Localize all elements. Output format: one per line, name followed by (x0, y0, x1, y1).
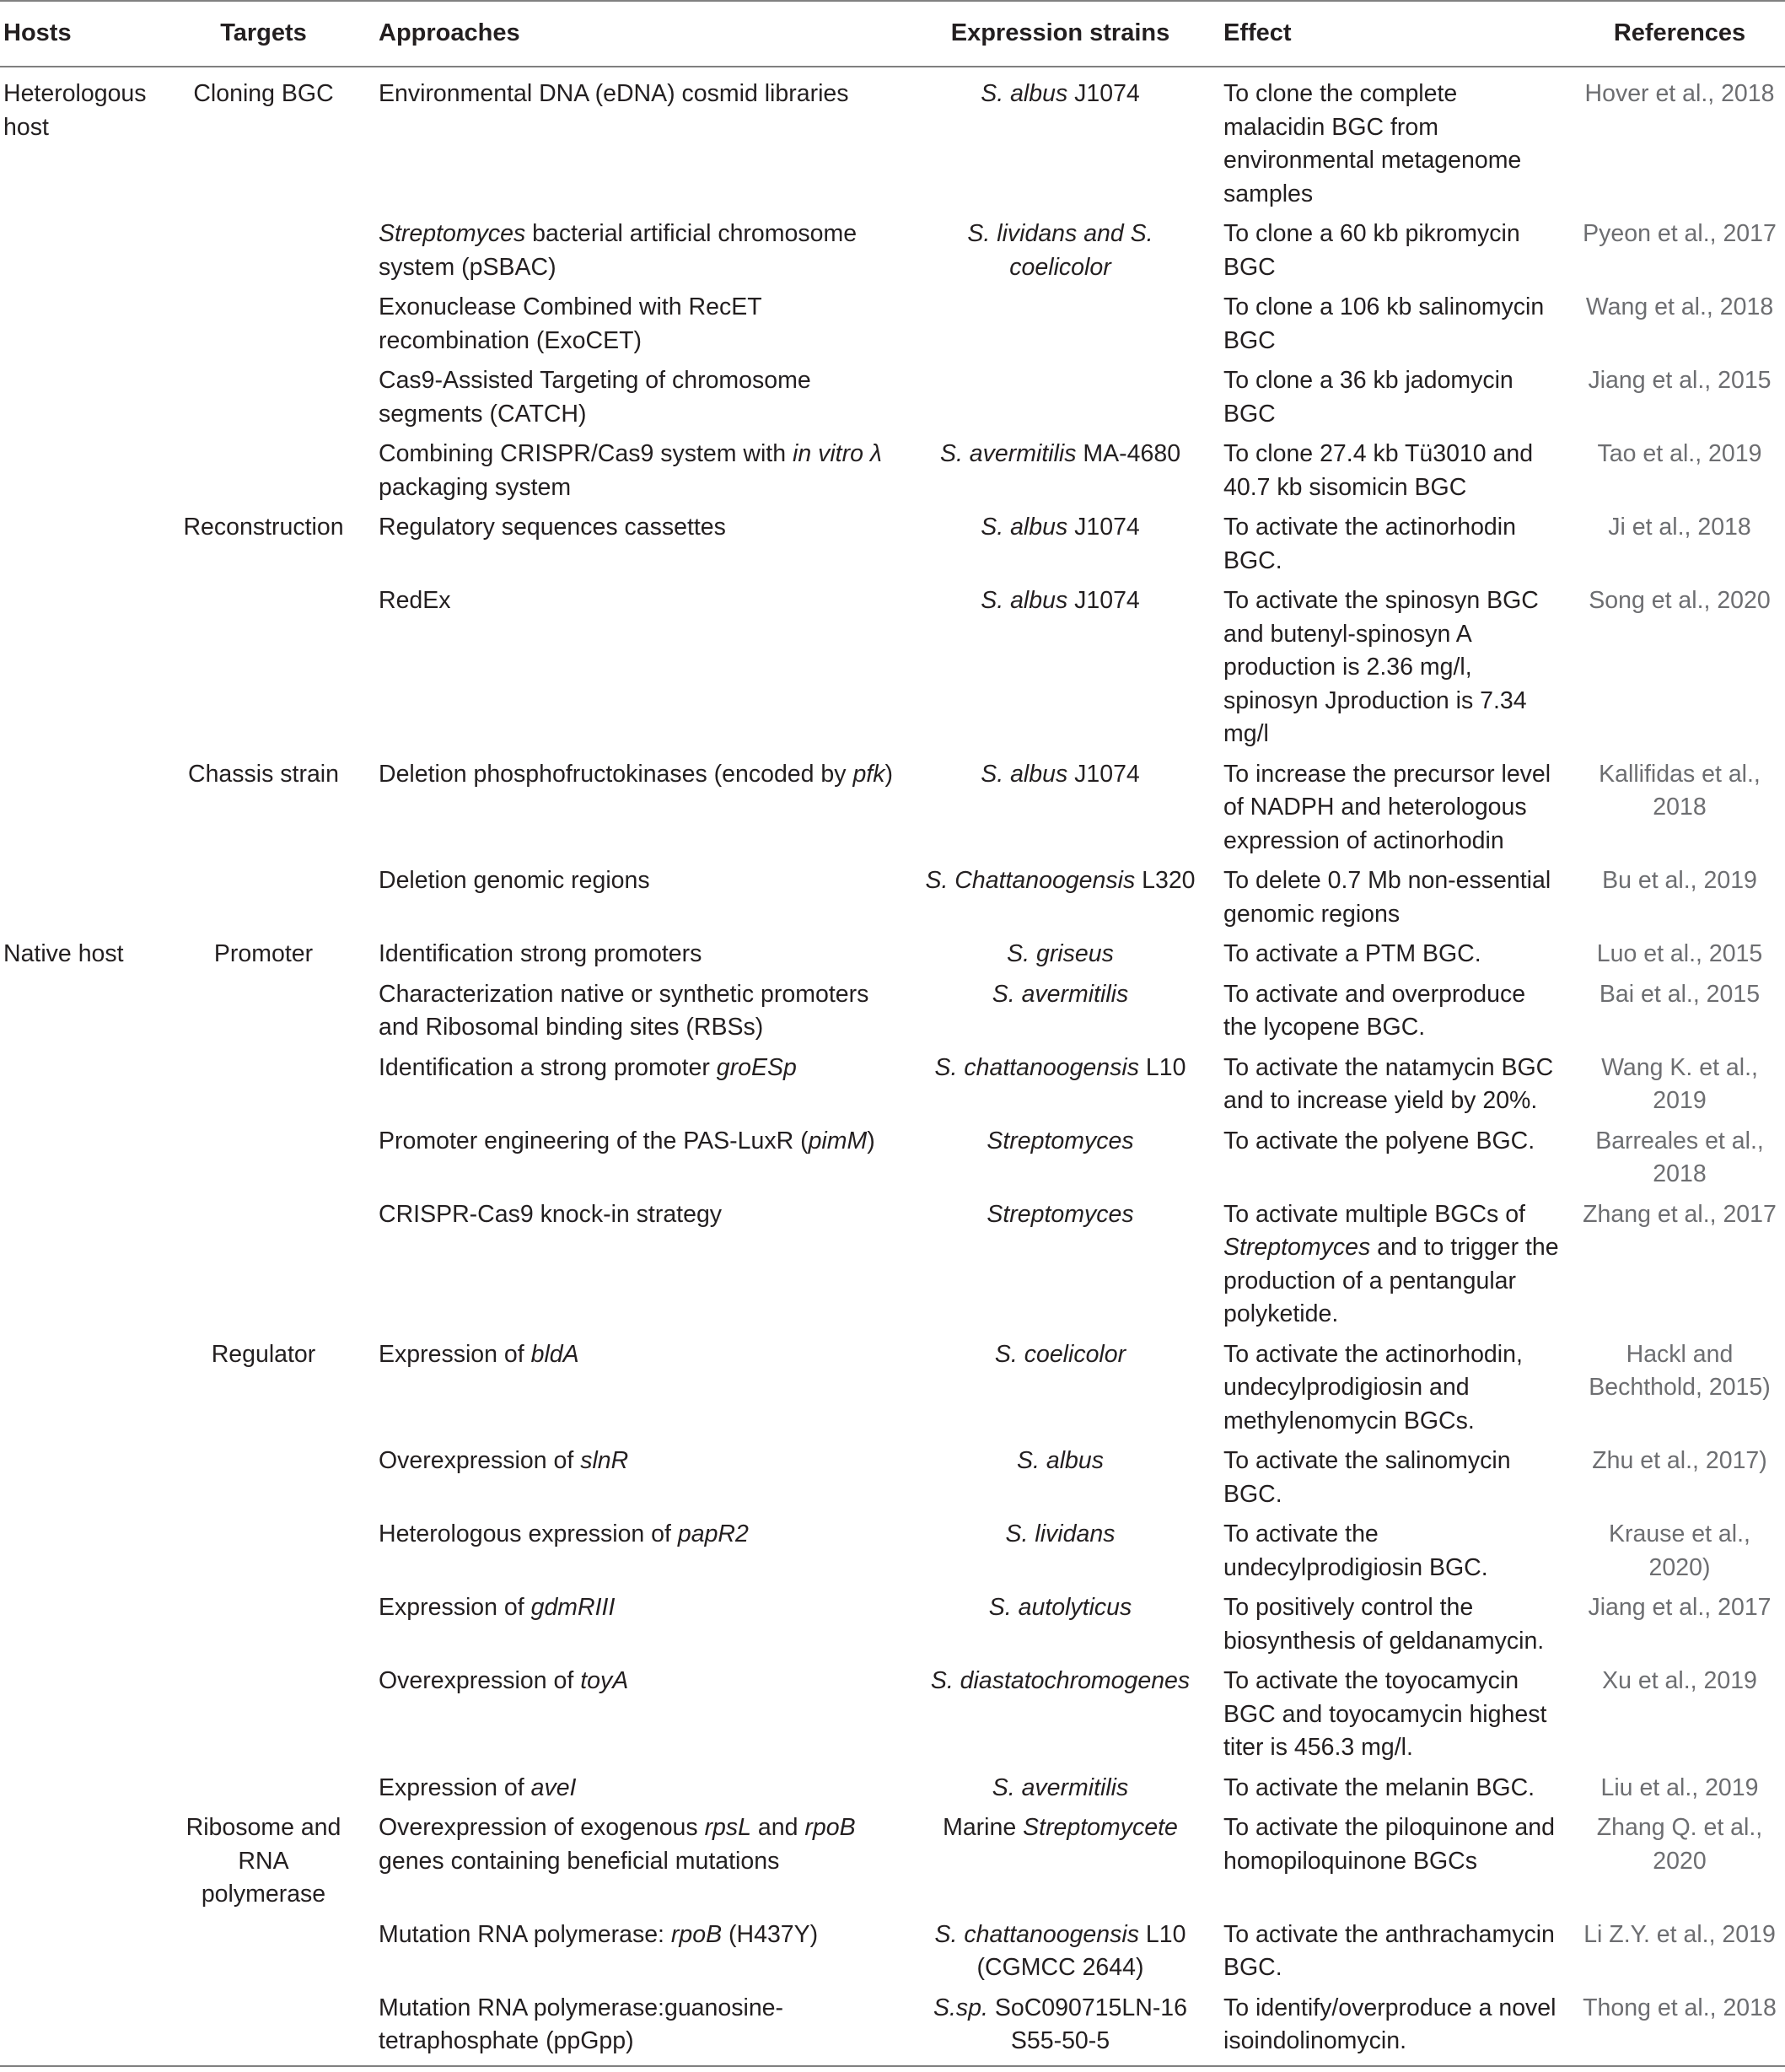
cell-expression-strain-segment: S. diastatochromogenes (930, 1667, 1191, 1694)
cell-approach-segment: Deletion phosphofructokinases (encoded by (379, 760, 853, 788)
cell-approach (354, 1518, 915, 1591)
cell-approach-segment: Combining CRISPR/Cas9 system with (379, 440, 793, 467)
cell-approach (354, 67, 915, 218)
cell-expression-strain-segment: S. avermitilis (992, 1773, 1129, 1801)
cell-target (173, 291, 354, 364)
table-row (0, 1518, 1785, 1591)
cell-approach-segment: papR2 (677, 1520, 749, 1547)
cell-approach-segment: Identification strong promoters (379, 940, 702, 967)
cell-approach-segment: aveI (530, 1773, 577, 1801)
cell-host (0, 1772, 173, 1812)
cell-approach-segment: (H437Y) (722, 1920, 819, 1948)
table-row (0, 1919, 1785, 1992)
cell-target: Promoter (213, 940, 314, 967)
cell-approach (354, 1811, 915, 1919)
cell-reference: Liu et al., 2019 (1600, 1773, 1759, 1801)
cell-expression-strain-segment: J1074 (1067, 80, 1140, 107)
cell-target (173, 1518, 354, 1591)
cell-approach (354, 1665, 915, 1772)
cell-approach-segment: RedEx (379, 587, 451, 614)
cell-effect (1206, 67, 1574, 218)
cell-expression-strain (915, 1052, 1206, 1125)
cell-approach-segment: groESp (716, 1053, 797, 1081)
cell-effect (1206, 758, 1574, 865)
table-row (0, 584, 1785, 758)
cell-host (0, 1919, 173, 1992)
cell-approach-segment: rpoB (804, 1814, 856, 1841)
cell-reference: Wang K. et al., 2019 (1601, 1053, 1758, 1114)
cell-effect (1206, 1052, 1574, 1125)
cell-expression-strain-segment: Marine (943, 1814, 1024, 1841)
cell-expression-strain-segment: Streptomyces (987, 1127, 1134, 1154)
cell-approach-segment: Streptomyces (379, 220, 526, 247)
cell-expression-strain-segment: L10 (1138, 1053, 1186, 1081)
cell-expression-strain-segment: S. lividans (1005, 1520, 1116, 1547)
table-row (0, 1445, 1785, 1518)
cell-effect-segment: To activate and overproduce the lycopene BGC. (1223, 980, 1526, 1041)
cell-effect (1206, 511, 1574, 584)
cell-host (0, 1125, 173, 1198)
header-references: References (1613, 19, 1746, 47)
cell-reference: Zhang et al., 2017 (1583, 1200, 1777, 1228)
cell-expression-strain-segment: L10 (CGMCC 2644) (976, 1920, 1186, 1981)
cell-effect (1206, 1125, 1574, 1198)
cell-effect (1206, 938, 1574, 978)
cell-effect (1206, 291, 1574, 364)
table-row (0, 938, 1785, 978)
cell-approach (354, 584, 915, 758)
cell-target (173, 1198, 354, 1338)
cell-target (173, 364, 354, 438)
cell-expression-strain (915, 218, 1206, 291)
cell-effect-segment: To clone a 106 kb salinomycin BGC (1223, 293, 1545, 354)
cell-reference: Barreales et al., 2018 (1595, 1127, 1764, 1187)
cell-approach-segment: packaging system (379, 473, 572, 501)
cell-approach-segment: ) (884, 760, 893, 788)
cell-expression-strain-segment: S. avermitilis (939, 440, 1077, 467)
cell-effect-segment: To activate the natamycin BGC and to increase yield by 20%. (1223, 1053, 1554, 1114)
cell-approach-segment: toyA (580, 1667, 629, 1694)
cell-effect-segment: and to trigger the production of a pentangular polyketide. (1223, 1234, 1559, 1327)
cell-approach-segment: Identification a strong promoter (379, 1053, 717, 1081)
cell-approach-segment: and (751, 1814, 805, 1841)
cell-approach-segment: Heterologous expression of (379, 1520, 678, 1547)
cell-effect-segment: To activate the undecylprodigiosin BGC. (1223, 1520, 1488, 1581)
cell-host (0, 1665, 173, 1772)
cell-approach-segment: Exonuclease Combined with RecET recombination (ExoCET) (379, 293, 762, 354)
cell-expression-strain (915, 864, 1206, 938)
cell-approach-segment: bacterial artificial chromosome system (pSBAC) (379, 220, 858, 281)
cell-approach-segment: Promoter engineering of the PAS-LuxR ( (379, 1127, 809, 1154)
cell-target (173, 218, 354, 291)
table-row (0, 1125, 1785, 1198)
cell-effect (1206, 1445, 1574, 1518)
cell-expression-strain-segment: S. albus (981, 80, 1068, 107)
cell-expression-strain (915, 291, 1206, 364)
cell-effect (1206, 584, 1574, 758)
cell-reference: Zhang Q. et al., 2020 (1596, 1814, 1763, 1875)
cell-expression-strain (915, 938, 1206, 978)
cell-approach (354, 758, 915, 865)
header-effect: Effect (1223, 19, 1292, 47)
table-row (0, 218, 1785, 291)
cell-expression-strain-segment: S. albus (981, 514, 1068, 541)
cell-target (173, 1445, 354, 1518)
cell-effect-segment: To increase the precursor level of NADPH and heterologous expression of actinorhodin (1223, 760, 1551, 854)
cell-expression-strain (915, 1125, 1206, 1198)
cell-expression-strain-segment: S. albus (1017, 1447, 1104, 1474)
cell-effect-segment: To positively control the biosynthesis of geldanamycin. (1223, 1594, 1545, 1655)
cell-reference: Jiang et al., 2017 (1588, 1594, 1772, 1621)
cell-expression-strain-segment: Streptomyces (987, 1200, 1134, 1228)
cell-reference: Ji et al., 2018 (1608, 514, 1751, 541)
cell-expression-strain-segment: SoC090715LN-16 S55-50-5 (987, 1994, 1188, 2054)
cell-approach (354, 864, 915, 938)
cell-effect-segment: To activate the spinosyn BGC and butenyl-spinosyn A production is 2.36 mg/l, spinosyn Jproduction is 7.34 mg/l (1223, 587, 1539, 747)
cell-effect-segment: To activate multiple BGCs of (1223, 1200, 1525, 1228)
cell-approach (354, 1992, 915, 2066)
cell-expression-strain (915, 978, 1206, 1052)
cell-approach-segment: bldA (530, 1340, 579, 1368)
cell-expression-strain (915, 584, 1206, 758)
cell-expression-strain-segment: Streptomycete (1023, 1814, 1178, 1841)
cell-approach-segment: Expression of (379, 1594, 531, 1621)
cell-approach (354, 1198, 915, 1338)
cell-approach (354, 218, 915, 291)
cell-effect (1206, 364, 1574, 438)
header-expression-strains: Expression strains (950, 19, 1170, 47)
cell-approach (354, 1445, 915, 1518)
cell-effect-segment: To activate a PTM BGC. (1223, 940, 1481, 967)
cell-target: Ribosome and RNA polymerase (185, 1814, 341, 1908)
cell-expression-strain (915, 758, 1206, 865)
cell-expression-strain (915, 511, 1206, 584)
cell-expression-strain-segment: L320 (1135, 867, 1196, 894)
header-hosts: Hosts (3, 19, 72, 47)
cell-approach (354, 1052, 915, 1125)
cell-approach-segment: CRISPR-Cas9 knock-in strategy (379, 1200, 723, 1228)
cell-expression-strain-segment: S. autolyticus (988, 1594, 1132, 1621)
cell-approach-segment: pfk (852, 760, 885, 788)
header-targets: Targets (220, 19, 307, 47)
cell-reference: Wang et al., 2018 (1585, 293, 1774, 320)
cell-approach (354, 364, 915, 438)
cell-host (0, 218, 173, 291)
cell-effect-segment: To clone 27.4 kb Tü3010 and 40.7 kb sisomicin BGC (1223, 440, 1534, 501)
cell-approach-segment: Expression of (379, 1340, 531, 1368)
cell-host (0, 1052, 173, 1125)
cell-approach (354, 291, 915, 364)
cell-expression-strain (915, 364, 1206, 438)
cell-approach-segment: Expression of (379, 1773, 531, 1801)
cell-approach (354, 1338, 915, 1445)
cell-expression-strain-segment: S.sp. (933, 1994, 988, 2021)
cell-host (0, 584, 173, 758)
cell-target (173, 1992, 354, 2066)
cell-effect (1206, 1518, 1574, 1591)
table-row (0, 1772, 1785, 1812)
cell-approach (354, 1772, 915, 1812)
cell-reference: Xu et al., 2019 (1602, 1667, 1757, 1694)
cell-host (0, 511, 173, 584)
cell-effect-segment: To identify/overproduce a novel isoindolinomycin. (1223, 1994, 1556, 2054)
table-row (0, 1198, 1785, 1338)
cell-host (0, 1338, 173, 1445)
cell-approach-segment: Mutation RNA polymerase: (379, 1920, 671, 1948)
cell-host (0, 758, 173, 865)
cell-effect-segment: To activate the actinorhodin BGC. (1223, 514, 1516, 574)
cell-approach-segment: Overexpression of exogenous (379, 1814, 705, 1841)
table-row (0, 291, 1785, 364)
table-row (0, 864, 1785, 938)
cell-approach-segment: pimM (808, 1127, 868, 1154)
cell-approach (354, 1125, 915, 1198)
cell-reference: Luo et al., 2015 (1596, 940, 1763, 967)
cell-effect-segment: Streptomyces (1223, 1234, 1371, 1261)
cell-host (0, 1811, 173, 1919)
cell-effect (1206, 1338, 1574, 1445)
cell-effect (1206, 1811, 1574, 1919)
cell-expression-strain-segment: S. griseus (1007, 940, 1114, 967)
cell-reference: Li Z.Y. et al., 2019 (1583, 1920, 1776, 1948)
table-row (0, 511, 1785, 584)
cell-expression-strain (915, 1198, 1206, 1338)
cell-reference: Song et al., 2020 (1589, 587, 1771, 614)
cell-effect-segment: To activate the salinomycin BGC. (1223, 1447, 1511, 1508)
cell-target: Regulator (211, 1340, 316, 1368)
cell-effect (1206, 1992, 1574, 2066)
cell-target (173, 1772, 354, 1812)
cell-effect-segment: To delete 0.7 Mb non-essential genomic regions (1223, 867, 1551, 928)
cell-approach-segment: rpoB (670, 1920, 723, 1948)
cell-approach-segment: Cas9-Assisted Targeting of chromosome segments (CATCH) (379, 367, 811, 428)
cell-effect-segment: To activate the piloquinone and homopiloquinone BGCs (1223, 1814, 1555, 1875)
cell-effect-segment: To activate the melanin BGC. (1223, 1773, 1535, 1801)
cell-effect (1206, 1198, 1574, 1338)
cell-host (0, 364, 173, 438)
cell-reference: Thong et al., 2018 (1583, 1994, 1777, 2021)
cell-expression-strain (915, 1772, 1206, 1812)
cell-target: Cloning BGC (193, 80, 334, 107)
cell-approach-segment: Mutation RNA polymerase:guanosine-tetraphosphate (ppGpp) (379, 1994, 784, 2054)
table-body (0, 67, 1785, 2066)
header-approaches: Approaches (379, 19, 520, 47)
cell-effect-segment: To activate the anthrachamycin BGC. (1223, 1920, 1555, 1981)
cell-expression-strain (915, 1445, 1206, 1518)
cell-effect (1206, 438, 1574, 511)
cell-host (0, 1992, 173, 2066)
cell-host (0, 978, 173, 1052)
cell-expression-strain (915, 438, 1206, 511)
cell-expression-strain-segment: S. coelicolor (994, 1340, 1126, 1368)
cell-host (0, 864, 173, 938)
cell-approach-segment: Deletion genomic regions (379, 867, 650, 894)
cell-target (173, 1591, 354, 1665)
cell-approach (354, 1591, 915, 1665)
cell-expression-strain-segment: S. albus (981, 760, 1068, 788)
cell-target (173, 864, 354, 938)
table-row (0, 758, 1785, 865)
cell-reference: Krause et al., 2020) (1609, 1520, 1750, 1581)
cell-reference: Hover et al., 2018 (1584, 80, 1775, 107)
cell-target: Chassis strain (188, 760, 339, 788)
cell-approach-segment: Characterization native or synthetic promoters and Ribosomal binding sites (RBSs) (379, 980, 869, 1041)
table-row (0, 1992, 1785, 2066)
table-row (0, 978, 1785, 1052)
cell-expression-strain-segment: S. avermitilis (992, 980, 1129, 1008)
table-row (0, 67, 1785, 218)
cell-approach-segment: Overexpression of (379, 1667, 581, 1694)
cell-effect (1206, 1591, 1574, 1665)
cell-effect-segment: To clone the complete malacidin BGC from environmental metagenome samples (1223, 80, 1522, 207)
cell-host (0, 1198, 173, 1338)
cell-target: Reconstruction (183, 514, 344, 541)
cell-reference: Bai et al., 2015 (1599, 980, 1761, 1008)
cell-reference: Jiang et al., 2015 (1588, 367, 1772, 394)
cell-reference: Tao et al., 2019 (1597, 440, 1762, 467)
table-row (0, 1338, 1785, 1445)
cell-approach-segment: ) (867, 1127, 875, 1154)
cell-expression-strain (915, 1518, 1206, 1591)
cell-expression-strain-segment: J1074 (1067, 514, 1140, 541)
cell-reference: Bu et al., 2019 (1602, 867, 1757, 894)
cell-effect (1206, 1665, 1574, 1772)
cell-expression-strain-segment: S. albus (981, 587, 1068, 614)
cell-reference: Kallifidas et al., 2018 (1599, 760, 1761, 821)
cell-effect (1206, 864, 1574, 938)
cell-target (173, 1052, 354, 1125)
cell-expression-strain (915, 1338, 1206, 1445)
cell-host: Heterologous host (3, 80, 147, 141)
cell-approach (354, 938, 915, 978)
cell-host: Native host (3, 940, 124, 967)
header-row (0, 1, 1785, 67)
cell-target (173, 438, 354, 511)
cell-reference: Hackl and Bechthold, 2015) (1589, 1340, 1771, 1401)
cell-expression-strain (915, 1665, 1206, 1772)
cell-approach-segment: Environmental DNA (eDNA) cosmid libraries (379, 80, 849, 107)
cell-expression-strain-segment: S. chattanoogensis (934, 1053, 1139, 1081)
cell-host (0, 1591, 173, 1665)
cell-host (0, 291, 173, 364)
cell-reference: Pyeon et al., 2017 (1583, 220, 1777, 247)
cell-approach-segment: Regulatory sequences cassettes (379, 514, 726, 541)
cell-effect-segment: To activate the polyene BGC. (1223, 1127, 1535, 1154)
cell-effect-segment: To activate the actinorhodin, undecylprodigiosin and methylenomycin BGCs. (1223, 1340, 1523, 1434)
cell-effect (1206, 978, 1574, 1052)
cell-expression-strain-segment: J1074 (1067, 587, 1140, 614)
cell-target (173, 978, 354, 1052)
cell-expression-strain-segment: S. chattanoogensis (934, 1920, 1139, 1948)
table-row (0, 1052, 1785, 1125)
cell-approach-segment: genes containing beneficial mutations (379, 1847, 780, 1875)
cell-approach-segment: rpsL (704, 1814, 752, 1841)
cell-expression-strain-segment: J1074 (1067, 760, 1140, 788)
cell-expression-strain (915, 1992, 1206, 2066)
cell-target (173, 1919, 354, 1992)
cell-expression-strain (915, 67, 1206, 218)
table-row (0, 1591, 1785, 1665)
cell-approach (354, 1919, 915, 1992)
cell-approach-segment: gdmRIII (530, 1594, 616, 1621)
cell-approach-segment: in vitro λ (793, 440, 882, 467)
table-row (0, 364, 1785, 438)
cell-approach (354, 511, 915, 584)
cell-effect (1206, 218, 1574, 291)
cell-effect-segment: To activate the toyocamycin BGC and toyocamycin highest titer is 456.3 mg/l. (1223, 1667, 1547, 1761)
cell-effect (1206, 1772, 1574, 1812)
cell-effect-segment: To clone a 36 kb jadomycin BGC (1223, 367, 1513, 428)
table-row (0, 1665, 1785, 1772)
cell-host (0, 1445, 173, 1518)
cell-target (173, 584, 354, 758)
cell-expression-strain-segment: S. Chattanoogensis (925, 867, 1136, 894)
cell-expression-strain (915, 1919, 1206, 1992)
cell-expression-strain (915, 1811, 1206, 1919)
cell-host (0, 1518, 173, 1591)
cell-expression-strain (915, 1591, 1206, 1665)
cell-target (173, 1125, 354, 1198)
cell-effect-segment: To clone a 60 kb pikromycin BGC (1223, 220, 1520, 281)
cell-reference: Zhu et al., 2017) (1592, 1447, 1767, 1474)
cell-host (0, 438, 173, 511)
cell-target (173, 1665, 354, 1772)
cell-approach-segment: slnR (580, 1447, 629, 1474)
cell-expression-strain-segment: S. lividans and S. coelicolor (967, 220, 1153, 281)
table-row (0, 438, 1785, 511)
cell-approach (354, 978, 915, 1052)
cell-effect (1206, 1919, 1574, 1992)
cell-approach (354, 438, 915, 511)
table-row (0, 1811, 1785, 1919)
cell-approach-segment: Overexpression of (379, 1447, 581, 1474)
cell-expression-strain-segment: MA-4680 (1076, 440, 1181, 467)
